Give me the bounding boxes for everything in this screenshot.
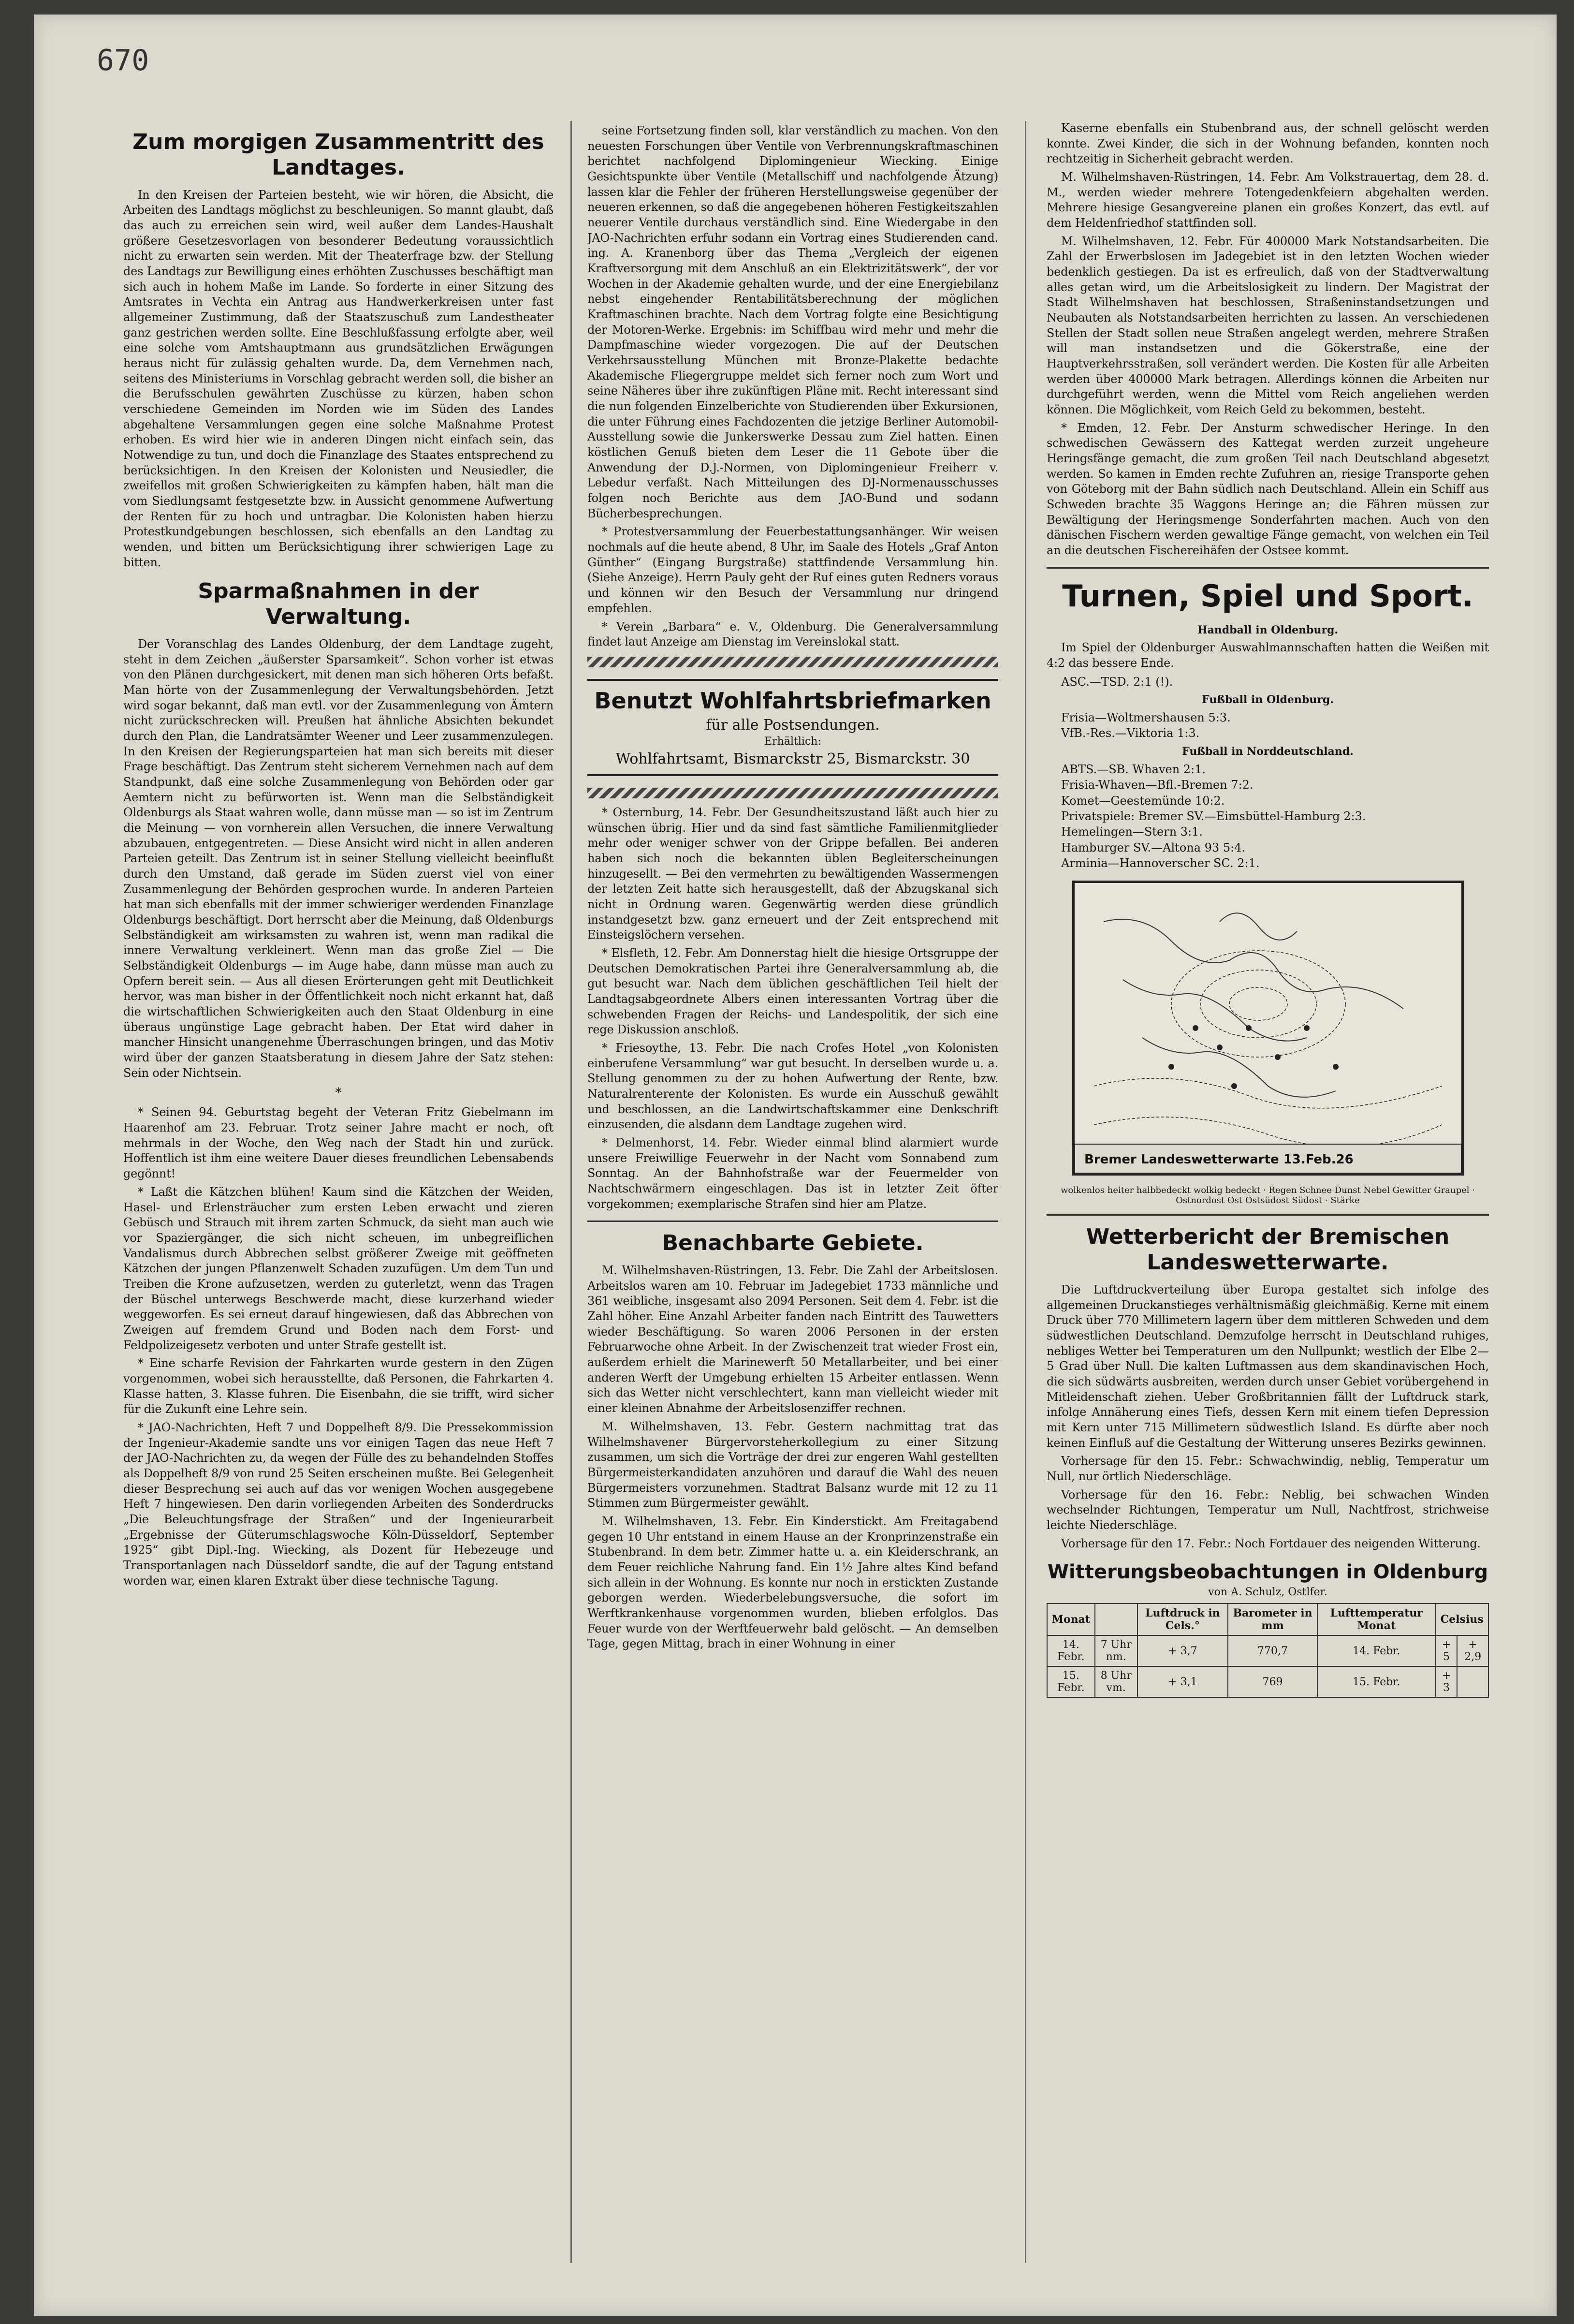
advertisement-wohlfahrtsbriefmarken bbox=[587, 679, 998, 776]
map-label: Bremer Landeswetterwarte 13.Feb.26 bbox=[1084, 1152, 1354, 1167]
table-header: Barometer in mm bbox=[1228, 1603, 1317, 1635]
table-cell: 8 Uhr vm. bbox=[1095, 1666, 1137, 1697]
article-arbeitslose: M. Wilhelmshaven-Rüstringen, 13. Febr. Die Zahl der Arbeitslosen. Arbeitslos waren am 10. Februar im Jadegebiet 1733 männliche und 361 weibliche, insgesamt also 2094 Personen. Seit dem 4. Febr. ist die Zahl höher. Eine Anzahl Arbeiter fanden nach Eintritt des Tauwetters wieder Beschäftigung. So waren 2006 Personen in der ersten Februarwoche ohne Arbeit. In der Zwischenzeit trat wieder Frost ein, außerdem erhielt die Marinewerft 50 Metallarbeiter, und bei einer anderen Werft der Umgebung erhielten 15 Arbeiter entlassen. Wenn sich das Wetter nicht verschlechtert, kann man vielleicht wieder mit einer kleinen Abnahme der Arbeitslosenziffer rechnen. bbox=[587, 1264, 998, 1415]
ad-address: Wohlfahrtsamt, Bismarckstr 25, Bismarckstr. 30 bbox=[615, 750, 970, 767]
forecast-16-feb: Vorhersage für den 16. Febr.: Neblig, bei schwachen Winden wechselnder Richtungen, Temperatur um Null, Nachtfrost, strichweise leichte Niederschläge. bbox=[1047, 1487, 1489, 1532]
sport-handball-heading: Handball in Oldenburg. bbox=[1197, 624, 1339, 637]
article-sparmassnahmen: Der Voranschlag des Landes Oldenburg, der dem Landtage zugeht, steht in dem Zeichen „äußerster Sparsamkeit“. Schon vorher ist etwas von den Plänen durchgesickert, mit denen man sich höheren Orts befaßt. Man hörte von der Zusammenlegung der Verwaltungsbehörden. Jetzt wird sogar bekannt, daß man evtl. vor der Zusammenlegung von Ämtern nicht zurückschrecken will. Preußen hat ähnliche Absichten bekundet durch den Plan, die Landratsämter Weener und Leer zusammenzulegen. In den Kreisen der Regierungsparteien hat man sich bereits mit dieser Frage beschäftigt. Das Zentrum steht sicherem Vernehmen nach auf dem Standpunkt, daß eine solche Zusammenlegung von Behörden oder gar Aemtern nicht zu befürworten ist. Wenn man die Selbständigkeit Oldenburgs als Staat wahren wolle, dann müsse man — so ist im Zentrum die Meinung — von vornherein allen Versuchen, die innere Verwaltung abzubauen, entgegentreten. — Diese Ansicht wird nicht in allen anderen Parteien geteilt. Das Zentrum ist in seiner Stellung vielleicht beeinflußt durch den Umstand, daß gerade im Süden zuerst viel von einer Zusammenlegung der Behörden gesprochen wurde. In anderen Parteien hat man sich ebenfalls mit der immer schwieriger werdenden Finanzlage Oldenburgs beschäftigt. Dort herrscht aber die Meinung, daß Oldenburgs Selbständigkeit am wirksamsten zu wahren ist, wenn man radikal die innere Verwaltung verkleinert. Wenn man das große Ziel — Die Selbständigkeit Oldenburgs — im Auge habe, dann müsse man auch zu Opfern bereit sein. — Aus all diesen Erörterungen geht mit Deutlichkeit hervor, was man bisher in der Öffentlichkeit noch nicht erkannt hat, daß die wirtschaftlichen Schwierigkeiten auch den Staat Oldenburg in eine überaus ungünstige Lage gebracht haben. Der Etat wird daher in mancher Hinsicht unangenehme Überraschungen bringen, und das Motiv wird über der ganzen Staatsberatung in diesem Jahre der Satz stehen: Sein oder Nichtsein. bbox=[123, 637, 554, 1080]
sport-fussball-oldenburg-results: Frisia—Woltmershausen 5:3. VfB.-Res.—Viktoria 1:3. bbox=[1061, 710, 1231, 740]
sport-fussball-norddeutschland-results: ABTS.—SB. Whaven 2:1. Frisia-Whaven—Bfl.-Bremen 7:2. Komet—Geestemünde 10:2. Privatspiele: Bremer SV.—Eimsbüttel-Hamburg 2:3. Hemelingen—Stern 3:1. Hamburger SV.—Altona 93 5:4. Arminia—Hannoverscher SC. 2:1. bbox=[1061, 762, 1366, 870]
sport-handball-result: ASC.—TSD. 2:1 (!). bbox=[1061, 675, 1173, 689]
weather-report: Die Luftdruckverteilung über Europa gestaltet sich infolge des allgemeinen Druckanstieges verhältnismäßig gleichmäßig. Kerne mit einem Druck über 770 Millimetern lagern über dem mittleren Schweden und dem südwestlichen Deutschland. Demzufolge herrscht in Deutschland ruhiges, nebliges Wetter bei Temperaturen um den Nullpunkt; westlich der Elbe 2—5 Grad über Null. Die kalten Luftmassen aus dem skandinavischen Hoch, die sich südwärts ausbreiten, werden durch unser Gebiet vorübergehend in Mitleidenschaft ziehen. Ueber Großbritannien fällt der Luftdruck stark, infolge Annäherung eines Tiefs, dessen Kern mit einem tiefen Depression mit Kern unter 715 Millimetern südwestlich Island. Es dürfte aber noch keinen Einfluß auf die Gestaltung der Witterung unseres Bezirks gewinnen. bbox=[1047, 1283, 1489, 1450]
table-cell: 14. Febr. bbox=[1047, 1635, 1095, 1666]
column-2 bbox=[587, 123, 998, 2265]
ornament-border-bottom bbox=[587, 788, 998, 798]
table-cell: 769 bbox=[1228, 1666, 1317, 1697]
headline-wetterbericht: Wetterbericht der Bremischen Landeswetterwarte. bbox=[1086, 1224, 1450, 1275]
ad-subtitle: für alle Postsendungen. bbox=[706, 716, 880, 734]
headline-landtag: Zum morgigen Zusammentritt des Landtages. bbox=[132, 130, 544, 180]
observations-author: von A. Schulz, Ostlfer. bbox=[1208, 1586, 1327, 1599]
article-kaetzchen: * Laßt die Kätzchen blühen! Kaum sind die Kätzchen der Weiden, Hasel- und Erlensträucher zum ersten Leben erwacht und zieren Gebüsch und Strauch mit ihrem zarten Schmuck, da sieht man auch wie vor Spaziergänger, die sich nicht scheuen, im unbegreiflichen Vandalismus durch Abbrechen selbst größerer Zweige mit geöffneten Kätzchen der jungen Pflanzenwelt Schaden zuzufügen. Um dem Tun und Treiben die Krone aufzusetzen, werden zu guterletzt, wenn das Tragen der Büschel unterwegs Beschwerde macht, diese kurzerhand wieder weggeworfen. Es sei erneut darauf hingewiesen, daß das Abbrechen von Zweigen auf fremdem Grund und Boden nach dem Forst- und Feldpolizeigesetz verboten und unter Strafe gestellt ist. bbox=[123, 1185, 554, 1352]
article-protestversammlung: * Protestversammlung der Feuerbestattungsanhänger. Wir weisen nochmals auf die heute abend, 8 Uhr, im Saale des Hotels „Graf Anton Günther“ (Eingang Burgstraße) stattfindende Versammlung hin. (Siehe Anzeige). Herrn Pauly geht der Ruf eines guten Redners voraus und können wir den Besuch der Versammlung nur dringend empfehlen. bbox=[587, 525, 998, 615]
section-divider bbox=[587, 1221, 998, 1222]
table-cell: 7 Uhr nm. bbox=[1095, 1635, 1137, 1666]
sport-fussball-oldenburg-heading: Fußball in Oldenburg. bbox=[1202, 693, 1334, 706]
column-3 bbox=[1047, 121, 1489, 2263]
section-divider-sport bbox=[1047, 567, 1489, 569]
separator-star: * bbox=[335, 1086, 342, 1101]
observations-title: Witterungsbeobachtungen in Oldenburg bbox=[1047, 1561, 1488, 1584]
section-divider-weather bbox=[1047, 1214, 1489, 1216]
table-header bbox=[1095, 1603, 1137, 1635]
article-volkstrauertag: M. Wilhelmshaven-Rüstringen, 14. Febr. Am Volkstrauertag, dem 28. d. M., werden wieder mehrere Totengedenkfeiern abgehalten werden. Mehrere hiesige Gesangvereine planen ein großes Konzert, das evtl. auf dem Heldenfriedhof stattfinden soll. bbox=[1047, 170, 1489, 230]
table-header: Luftdruck in Cels.° bbox=[1137, 1603, 1228, 1635]
table-cell: 14. Febr. bbox=[1317, 1635, 1436, 1666]
headline-sport: Turnen, Spiel und Sport. bbox=[1062, 578, 1473, 614]
table-cell: + 3,1 bbox=[1137, 1666, 1228, 1697]
article-kinderstickt: M. Wilhelmshaven, 13. Febr. Ein Kinderstickt. Am Freitagabend gegen 10 Uhr entstand in einem Hause an der Kronprinzenstraße ein Stubenbrand. In dem betr. Zimmer hatte u. a. ein Kleiderschrank, an dem Feuer reichliche Nahrung fand. Ein 1½ Jahre altes Kind befand sich allein in der Wohnung. Es konnte nur noch in erstickten Zustande geborgen werden. Wiederbelebungsversuche, die sofort im Werftkrankenhause vorgenommen wurden, blieben erfolglos. Das Feuer wurde von der Werftfeuerwehr bald gelöscht. — An demselben Tage, gegen Mittag, brach in einer Wohnung in einer bbox=[587, 1514, 998, 1651]
table-cell: 15. Febr. bbox=[1047, 1666, 1095, 1697]
article-kaserne: Kaserne ebenfalls ein Stubenbrand aus, der schnell gelöscht werden konnte. Zwei Kinder, die sich in der Wohnung befanden, konnten noch rechtzeitig in Sicherheit gebracht werden. bbox=[1047, 121, 1489, 166]
table-cell: 770,7 bbox=[1228, 1635, 1317, 1666]
table-cell bbox=[1457, 1666, 1488, 1697]
table-row bbox=[1047, 1666, 1488, 1697]
article-jao-continued: seine Fortsetzung finden soll, klar verständlich zu machen. Von den neuesten Forschungen über Ventile von Verbrennungskraftmaschinen berichtet nachfolgend Diplomingenieur Wiecking. Einige Gesichtspunkte über Ventile (Metallschiff und nachfolgende Ätzung) lassen klar die Fehler der früheren Herstellungsweise gegenüber der neueren erkennen, so daß die angegebenen höheren Festigkeitszahlen neuerer Ventile durchaus verständlich sind. Eine Wiedergabe in den JAO-Nachrichten erfuhr sodann ein Vortrag eines Studierenden cand. ing. A. Kranenborg über das Thema „Vergleich der eigenen Kraftversorgung mit dem Anschluß an ein Elektrizitätswerk“, der vor Wochen in der Akademie gehalten wurde, und der eine Energiebilanz nebst eingehender Rentabilitätsberechnung der möglichen Kraftmaschinen brachte. Nach dem Vortrag folgte eine Besichtigung der Motoren-Werke. Ergebnis: im Schiffbau wird mehr und mehr die Dampfmaschine wieder vorgezogen. Die auf der Deutschen Verkehrsausstellung München mit Bronze-Plakette bedachte Akademische Fliegergruppe meldet sich ferner noch zum Wort und seine Näheres über ihre zukünftigen Pläne mit. Recht interessant sind die nun folgenden Einzelberichte von Studierenden über Exkursionen, die unter Führung eines Fachdozenten die jetzige Berliner Automobil-Ausstellung sowie die Junkerswerke Dessau zum Ziel hatten. Einen köstlichen Genuß bieten dem Leser die 11 Gebote über die Anwendung der D.J.-Normen, von Diplomingenieur Freiherr v. Lebedur verfaßt. Nach Mitteilungen des DJ-Normenausschusses folgen noch Berichte aus dem JAO-Bund und sodann Bücherbesprechungen. bbox=[587, 124, 998, 520]
table-header: Monat bbox=[1047, 1603, 1095, 1635]
article-fahrkarten: * Eine scharfe Revision der Fahrkarten wurde gestern in den Zügen vorgenommen, wobei sich herausstellte, daß Personen, die Fahrkarten 4. Klasse hatten, 3. Klasse fuhren. Die Eisenbahn, die sie trifft, wird sicher für die Zukunft eine Lehre sein. bbox=[123, 1356, 554, 1416]
article-elsfleth: * Elsfleth, 12. Febr. Am Donnerstag hielt die hiesige Ortsgruppe der Deutschen Demokratischen Partei ihre Generalversammlung ab, die gut besucht war. Nach dem üblichen geschäftlichen Teil hielt der Landtagsabgeordnete Albers einen interessanten Vortrag über die schwebenden Fragen der Reichs- und Landespolitik, der sich eine rege Diskussion anschloß. bbox=[587, 946, 998, 1037]
table-cell: + 3,7 bbox=[1137, 1635, 1228, 1666]
table-row bbox=[1047, 1635, 1488, 1666]
ad-title: Benutzt Wohlfahrtsbriefmarken bbox=[594, 687, 991, 714]
column-1 bbox=[123, 121, 554, 2263]
article-geburtstag: * Seinen 94. Geburtstag begeht der Veteran Fritz Giebelmann im Haarenhof am 23. Februar. Trotz seiner Jahre macht er noch, oft mehrmals in der Woche, den Weg nach der Stadt hin und zurück. Hoffentlich ist ihm eine weitere Dauer dieses freundlichen Lebensabends gegönnt! bbox=[123, 1105, 554, 1181]
observations-table bbox=[1047, 1603, 1489, 1698]
forecast-15-feb: Vorhersage für den 15. Febr.: Schwachwindig, neblig, Temperatur um Null, nur örtlich Niederschläge. bbox=[1047, 1454, 1489, 1484]
article-verein-barbara: * Verein „Barbara“ e. V., Oldenburg. Die Generalversammlung findet laut Anzeige am Dienstag im Vereinslokal statt. bbox=[587, 619, 998, 649]
column-rule-2 bbox=[1025, 121, 1026, 2263]
article-landtag: In den Kreisen der Parteien besteht, wie wir hören, die Absicht, die Arbeiten des Landtags möglichst zu beschleunigen. So mannt glaubt, daß das auch zu erreichen sein wird, weil außer dem Landes-Haushalt größere Gesetzesvorlagen von besonderer Bedeutung voraussichtlich nicht zu erwarten sein werden. Mit der Theaterfrage bzw. der Stellung des Landtags zur Bewilligung eines erhöhten Zuschusses beschäftigt man sich auch in hohem Maße im Lande. So forderte in einer Sitzung des Amtsrates in Vechta ein Antrag aus Handwerkerkreisen unter fast allgemeiner Zustimmung, daß der Staatszuschuß zum Landestheater ganz gestrichen werden sollte. Eine Beschlußfassung erfolgte aber, weil eine solche vom Amtshauptmann aus grundsätzlichen Erwägungen heraus nicht für zulässig gehalten wurde. Da, dem Vernehmen nach, seitens des Ministeriums in Vorschlag gebracht werden soll, die bisher an die Berufsschulen gewährten Zuschüsse zu kürzen, haben schon verschiedene Gemeinden im Norden wie im Süden des Landes abgehaltene Versammlungen gegen eine solche Maßnahme Protest erhoben. Es wird hier wie in anderen Dingen nicht einfach sein, das Notwendige zu tun, und doch die Finanzlage des Staates entsprechend zu berücksichtigen. In den Kreisen der Kolonisten und Neusiedler, die zweifellos mit großen Schwierigkeiten zu kämpfen haben, hält man die vom Siedlungsamt festgesetzte bzw. in Aussicht genommene Aufwertung der Renten für zu hoch und untragbar. Die Kolonisten haben hierzu Protestkundgebungen beschlossen, sich ebenfalls an den Landtag zu wenden, und bitten um Berücksichtigung ihrer schwierigen Lage zu bitten. bbox=[123, 188, 554, 569]
table-cell: + 3 bbox=[1436, 1666, 1457, 1697]
article-buergermeister: M. Wilhelmshaven, 13. Febr. Gestern nachmittag trat das Wilhelmshavener Bürgervorsteherkollegium zu einer Sitzung zusammen, um sich die Vorträge der drei zur engeren Wahl gestellten Bürgermeisterkandidaten anzuhören und darauf die Wahl des neuen Bürgermeisters vorzunehmen. Stadtrat Balsanz wurde mit 12 zu 11 Stimmen zum Bürgermeister gewählt. bbox=[587, 1419, 998, 1510]
table-header-row bbox=[1047, 1603, 1488, 1635]
table-header: Celsius bbox=[1436, 1603, 1488, 1635]
table-header: Lufttemperatur Monat bbox=[1317, 1603, 1436, 1635]
page-number: 670 bbox=[97, 44, 149, 77]
table-cell: + 5 bbox=[1436, 1635, 1457, 1666]
sport-fussball-norddeutschland-heading: Fußball in Norddeutschland. bbox=[1182, 745, 1354, 758]
headline-sparmassnahmen: Sparmaßnahmen in der Verwaltung. bbox=[198, 579, 479, 630]
article-emden-heringe: * Emden, 12. Febr. Der Ansturm schwedischer Heringe. In den schwedischen Gewässern des Kattegat werden zurzeit ungeheure Heringsfänge gemacht, die zum großen Teil nach Deutschland abgesetzt werden. So kamen in Emden rechte Zufuhren an, riesige Transporte gehen von Göteborg mit der Bahn südlich nach Deutschland. Allein ein Schiff aus Schweden brachte 35 Waggons Heringe an; die Fähren müssen zur Bewältigung der Heringsmenge Sonderfahrten machen. Auch von den dänischen Fischern werden gewaltige Fänge gemacht, von welchen ein Teil an die deutschen Fischereihäfen der Ostsee kommt. bbox=[1047, 421, 1489, 558]
sport-handball-text: Im Spiel der Oldenburger Auswahlmannschaften hatten die Weißen mit 4:2 das bessere Ende. bbox=[1047, 641, 1489, 670]
article-friesoythe: * Friesoythe, 13. Febr. Die nach Crofes Hotel „von Kolonisten einberufene Versammlung“ war gut besucht. In derselben wurde u. a. Stellung genommen zu der zu hohen Aufwertung der Rente, bzw. Naturalrenterente der Kolonisten. Es wurde ein Ausschuß gewählt und beschlossen, an die Landwirtschaftskammer eine Denkschrift einzusenden, die alsdann dem Landtage zugehen wird. bbox=[587, 1041, 998, 1132]
ornament-border-top bbox=[587, 657, 998, 667]
headline-benachbarte-gebiete: Benachbarte Gebiete. bbox=[662, 1231, 924, 1256]
article-delmenhorst: * Delmenhorst, 14. Febr. Wieder einmal blind alarmiert wurde unsere Freiwillige Feuerwehr in der Nacht vom Sonnabend zum Sonntag. An der Bahnhofstraße war der Feuermelder von Nachtschwärmern eingeschlagen. Das ist in letzter Zeit öfter vorgekommen; exemplarische Strafen sind hier am Platze. bbox=[587, 1135, 998, 1211]
article-jao-nachrichten: * JAO-Nachrichten, Heft 7 und Doppelheft 8/9. Die Pressekommission der Ingenieur-Akademie sandte uns vor einigen Tagen das neue Heft 7 der JAO-Nachrichten zu, da wegen der Fülle des zu behandelnden Stoffes als Doppelheft 8/9 von rund 25 Seiten erscheinen mußte. Bei Gelegenheit dieser Besprechung sei auch auf das vor wenigen Wochen ausgegebene Heft 7 hingewiesen. Den darin vorliegenden Arbeiten des Sonderdrucks „Die Beleuchtungsfrage der Straßen“ und der Ingenieurarbeit „Ergebnisse der Güterumschlagswoche Köln-Düsseldorf, September 1925“ gibt Dipl.-Ing. Wiecking, als Dozent für Hebezeuge und Transportanlagen nach Düsseldorf sandte, die auf der Tagung entstand worden war, einen klaren Extrakt über diese technische Tagung. bbox=[123, 1420, 554, 1588]
table-cell: 15. Febr. bbox=[1317, 1666, 1436, 1697]
ad-available: Erhältlich: bbox=[764, 735, 821, 748]
table-cell: + 2,9 bbox=[1457, 1635, 1488, 1666]
column-rule-1 bbox=[570, 121, 572, 2263]
map-legend: wolkenlos heiter halbbedeckt wolkig bedeckt · Regen Schnee Dunst Nebel Gewitter Graupel · Ostnordost Ost Ostsüdost Südost · Stärke bbox=[1061, 1185, 1475, 1206]
weather-map bbox=[1072, 881, 1464, 1176]
article-notstandsarbeiten: M. Wilhelmshaven, 12. Febr. Für 400000 Mark Notstandsarbeiten. Die Zahl der Erwerbslosen im Jadegebiet ist in den letzten Wochen wieder bedenklich gestiegen. Da ist es erfreulich, daß von der Stadtverwaltung alles getan wird, um die Arbeitslosigkeit zu lindern. Der Magistrat der Stadt Wilhelmshaven hat beschlossen, Straßeninstandsetzungen und Neubauten als Notstandsarbeiten herrichten zu lassen. An verschiedenen Stellen der Stadt sollen neue Straßen angelegt werden, mehrere Straßen will man instandsetzen und die Gökerstraße, eine der Hauptverkehrsstraßen, soll verändert werden. Die Kosten für alle Arbeiten werden über 400000 Mark betragen. Allerdings können die Arbeiten nur durchgeführt werden, wenn die Mittel vom Reich angeliehen werden können. Die Möglichkeit, vom Reich Geld zu bekommen, besteht. bbox=[1047, 234, 1489, 417]
article-osternburg: * Osternburg, 14. Febr. Der Gesundheitszustand läßt auch hier zu wünschen übrig. Hier und da sind fast sämtliche Familienmitglieder mehr oder weniger schwer von der Grippe befallen. Bei anderen haben sich noch die bekannten üblen Begleiterscheinungen hinzugesellt. — Bei den vermehrten zu bewältigenden Wassermengen der letzten Zeit hatte sich herausgestellt, daß der Abzugskanal sich nicht in Ordnung waren. Gegenwärtig werden diese gründlich instandgesetzt bzw. ganz erneuert und der Zeit entsprechend mit Einsteigslöchern versehen. bbox=[587, 805, 998, 942]
forecast-17-feb: Vorhersage für den 17. Febr.: Noch Fortdauer des neigenden Witterung. bbox=[1061, 1536, 1481, 1550]
